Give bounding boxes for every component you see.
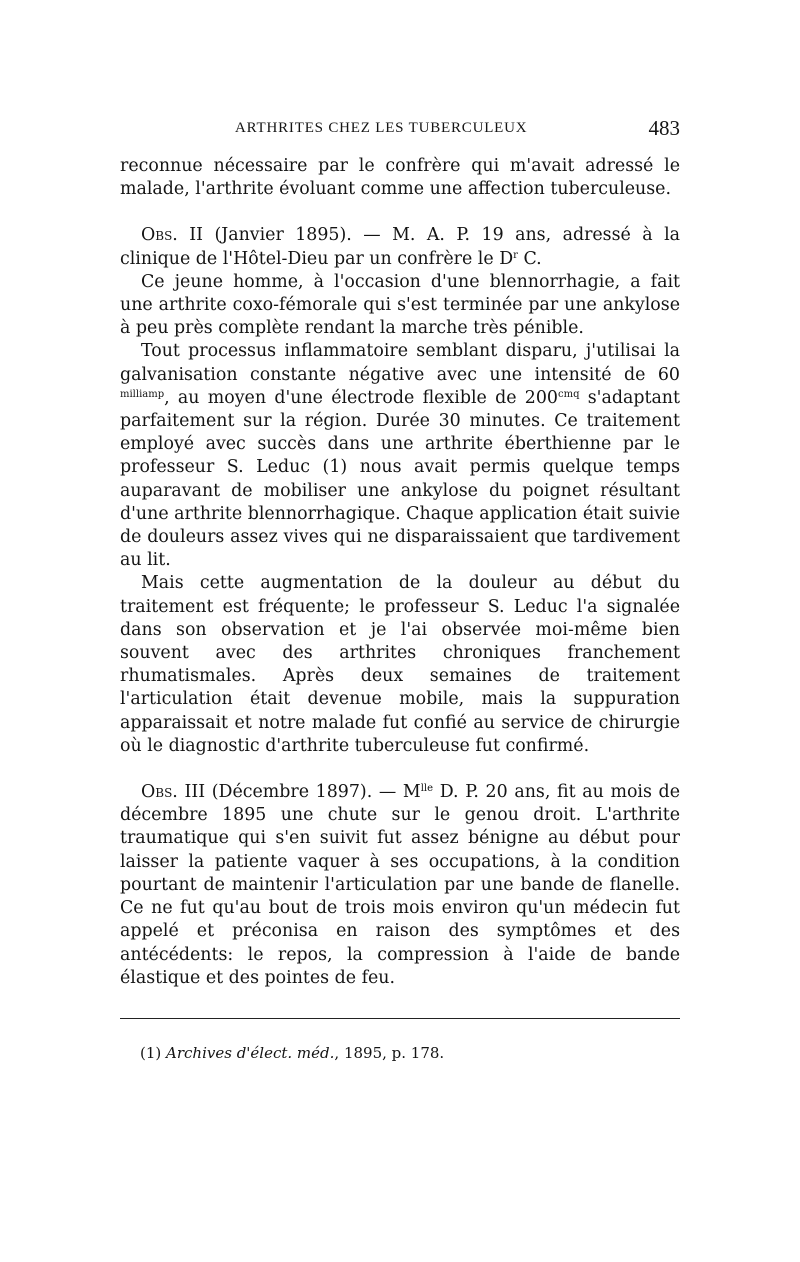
observation-2-heading: Obs. II (Janvier 1895). — M. A. P. 19 ans, adressé à la clinique de l'Hôtel-Dieu par un confrère le $D^r$ C. [120,225,681,269]
footnote: (1) Archives d'élect. méd., 1895, p. 178. [140,1044,445,1062]
page-header [120,116,680,146]
paragraph: Tout processus inflammatoire semblant disparu, j'utilisai la galvanisation constante négative avec une intensité de 60 $^{milliamp}$, au moyen d'une électrode flexible de $200^{cmq}$ s'adaptant parfaitement sur la région. Durée 30 minutes. Ce traitement employé avec succès dans une arthrite éberthienne par le professeur S. Leduc (1) nous avait permis quelque temps auparavant de mobiliser une ankylose du poignet résultant d'une arthrite blennorrhagique. Chaque application était suivie de douleurs assez vives qui ne disparaissaient que tardivement au lit. [120,341,680,571]
main-text [120,155,680,990]
page-number: 483 [648,116,680,140]
footnote-title: Archives d'élect. méd. [166,1044,335,1062]
paragraph: Ce jeune homme, à l'occasion d'une blennorrhagie, a fait une arthrite coxo-fémorale qui s'est terminée par une ankylose à peu près complète rendant la marche très pénible. [120,271,680,339]
running-title: ARTHRITES CHEZ LES TUBERCULEUX [235,120,528,136]
obs-label: Obs. III [141,782,206,803]
paragraph: Mais cette augmentation de la douleur au début du traitement est fréquente; le professeur S. Leduc l'a signalée dans son observation et je l'ai observée moi-même bien souvent avec des arthrites chroniques franchement rhumatismales. Après deux semaines de traitement l'articulation était devenue mobile, mais la suppuration apparaissait et notre malade fut confié au service de chirurgie où le diagnostic d'arthrite tuberculeuse fut confirmé. [120,573,680,756]
paragraph-continuation: reconnue nécessaire par le confrère qui m'avait adressé le malade, l'arthrite évoluant comme une affection tuberculeuse. [120,156,680,200]
obs-label: Obs. II [141,225,204,246]
observation-3-heading: Obs. III (Décembre 1897). — $M^{lle}$ D. P. 20 ans, fit au mois de décembre 1895 une chute sur le genou droit. L'arthrite traumatique qui s'en suivit fut assez bénigne au début pour laisser la patiente vaquer à ses occupations, à la condition pourtant de maintenir l'articulation par une bande de flanelle. Ce ne fut qu'au bout de trois mois environ qu'un médecin fut appelé et préconisa en raison des symptômes et des antécédents: le repos, la compression à l'aide de bande élastique et des pointes de feu. [120,782,680,988]
footnote-divider [120,1018,680,1019]
